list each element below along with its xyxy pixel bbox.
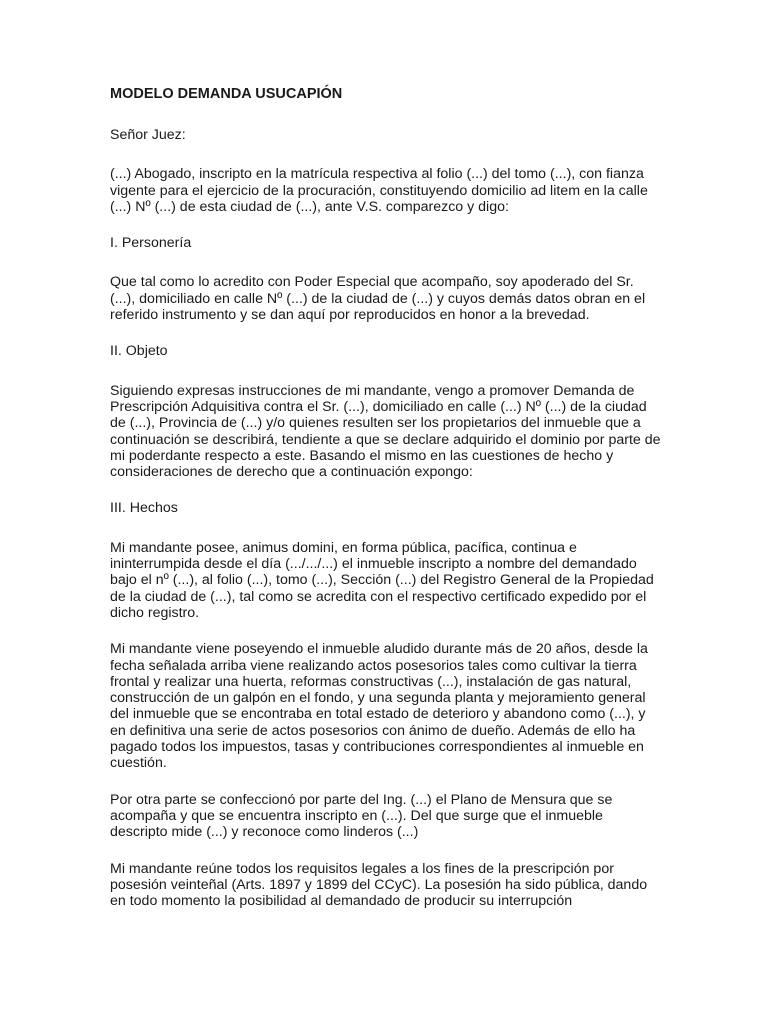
hechos-paragraph-4: Mi mandante reúne todos los requisitos legales a los fines de la prescripción por posesión veinteñal (Arts. 1897 y 1899 del CCyC). La posesión ha sido pública, dando en todo momento la posibilidad al demandado de producir su interrupción [110, 860, 648, 910]
hechos-paragraph-3: Por otra parte se confeccionó por parte del Ing. (...) el Plano de Mensura que se acompaña y que se encuentra inscripto en (...). Del que surge que el inmueble descripto mide (...) y reconoce como linderos (...) [110, 791, 613, 841]
greeting: Señor Juez: [110, 127, 186, 143]
section-heading-hechos: III. Hechos [110, 500, 178, 517]
document-title: MODELO DEMANDA USUCAPIÓN [110, 86, 343, 102]
section-heading-objeto: II. Objeto [110, 343, 168, 360]
hechos-paragraph-2: Mi mandante viene poseyendo el inmueble aludido durante más de 20 años, desde la fecha señalada arriba viene realizando actos posesorios tales como cultivar la tierra frontal y realizar una huerta, reformas constructivas (...), instalación de gas natural, construcción de un galpón en el fondo, y una segunda planta y mejoramiento general del inmueble que se encontraba en total estado de deterioro y abandono como (...), y en definitiva una serie de actos posesorios con ánimo de dueño. Además de ello ha pagado todos los impuestos, tasas y contribuciones correspondientes al inmueble en cuestión. [110, 641, 648, 772]
personeria-paragraph: Que tal como lo acredito con Poder Especial que acompaño, soy apoderado del Sr. (...), domiciliado en calle Nº (...) de la ciudad de (...) y cuyos demás datos obran en el referido instrumento y se dan aquí por reproducidos en honor a la brevedad. [110, 274, 646, 324]
objeto-paragraph: Siguiendo expresas instrucciones de mi mandante, vengo a promover Demanda de Prescripción Adquisitiva contra el Sr. (...), domiciliado en calle (...) Nº (...) de la ciudad de (...), Provincia de (...) y/o quienes resulten ser los propietarios del inmueble que a continuación se describirá, tendiente a que se declare adquirido el dominio por parte de mi poderdante respecto a este. Basando el mismo en las cuestiones de hecho y consideraciones de derecho que a continuación expongo: [110, 382, 661, 481]
intro-paragraph: (...) Abogado, inscripto en la matrícula respectiva al folio (...) del tomo (...), con fianza vigente para el ejercicio de la procuración, constituyendo domicilio ad litem en la calle (...) Nº (...) de esta ciudad de (...), ante V.S. comparezco y digo: [110, 166, 648, 215]
section-heading-personeria: I. Personería [110, 235, 192, 252]
hechos-paragraph-1: Mi mandante posee, animus domini, en forma pública, pacífica, continua e ininterrumpida desde el día (.../.../...) el inmueble inscripto a nombre del demandado bajo el nº (...), al folio (...), tomo (...), Sección (...) del Registro General de la Propiedad de la ciudad de (...), tal como se acredita con el respectivo certificado expedido por el dicho registro. [110, 539, 654, 621]
document-page [110, 84, 662, 929]
